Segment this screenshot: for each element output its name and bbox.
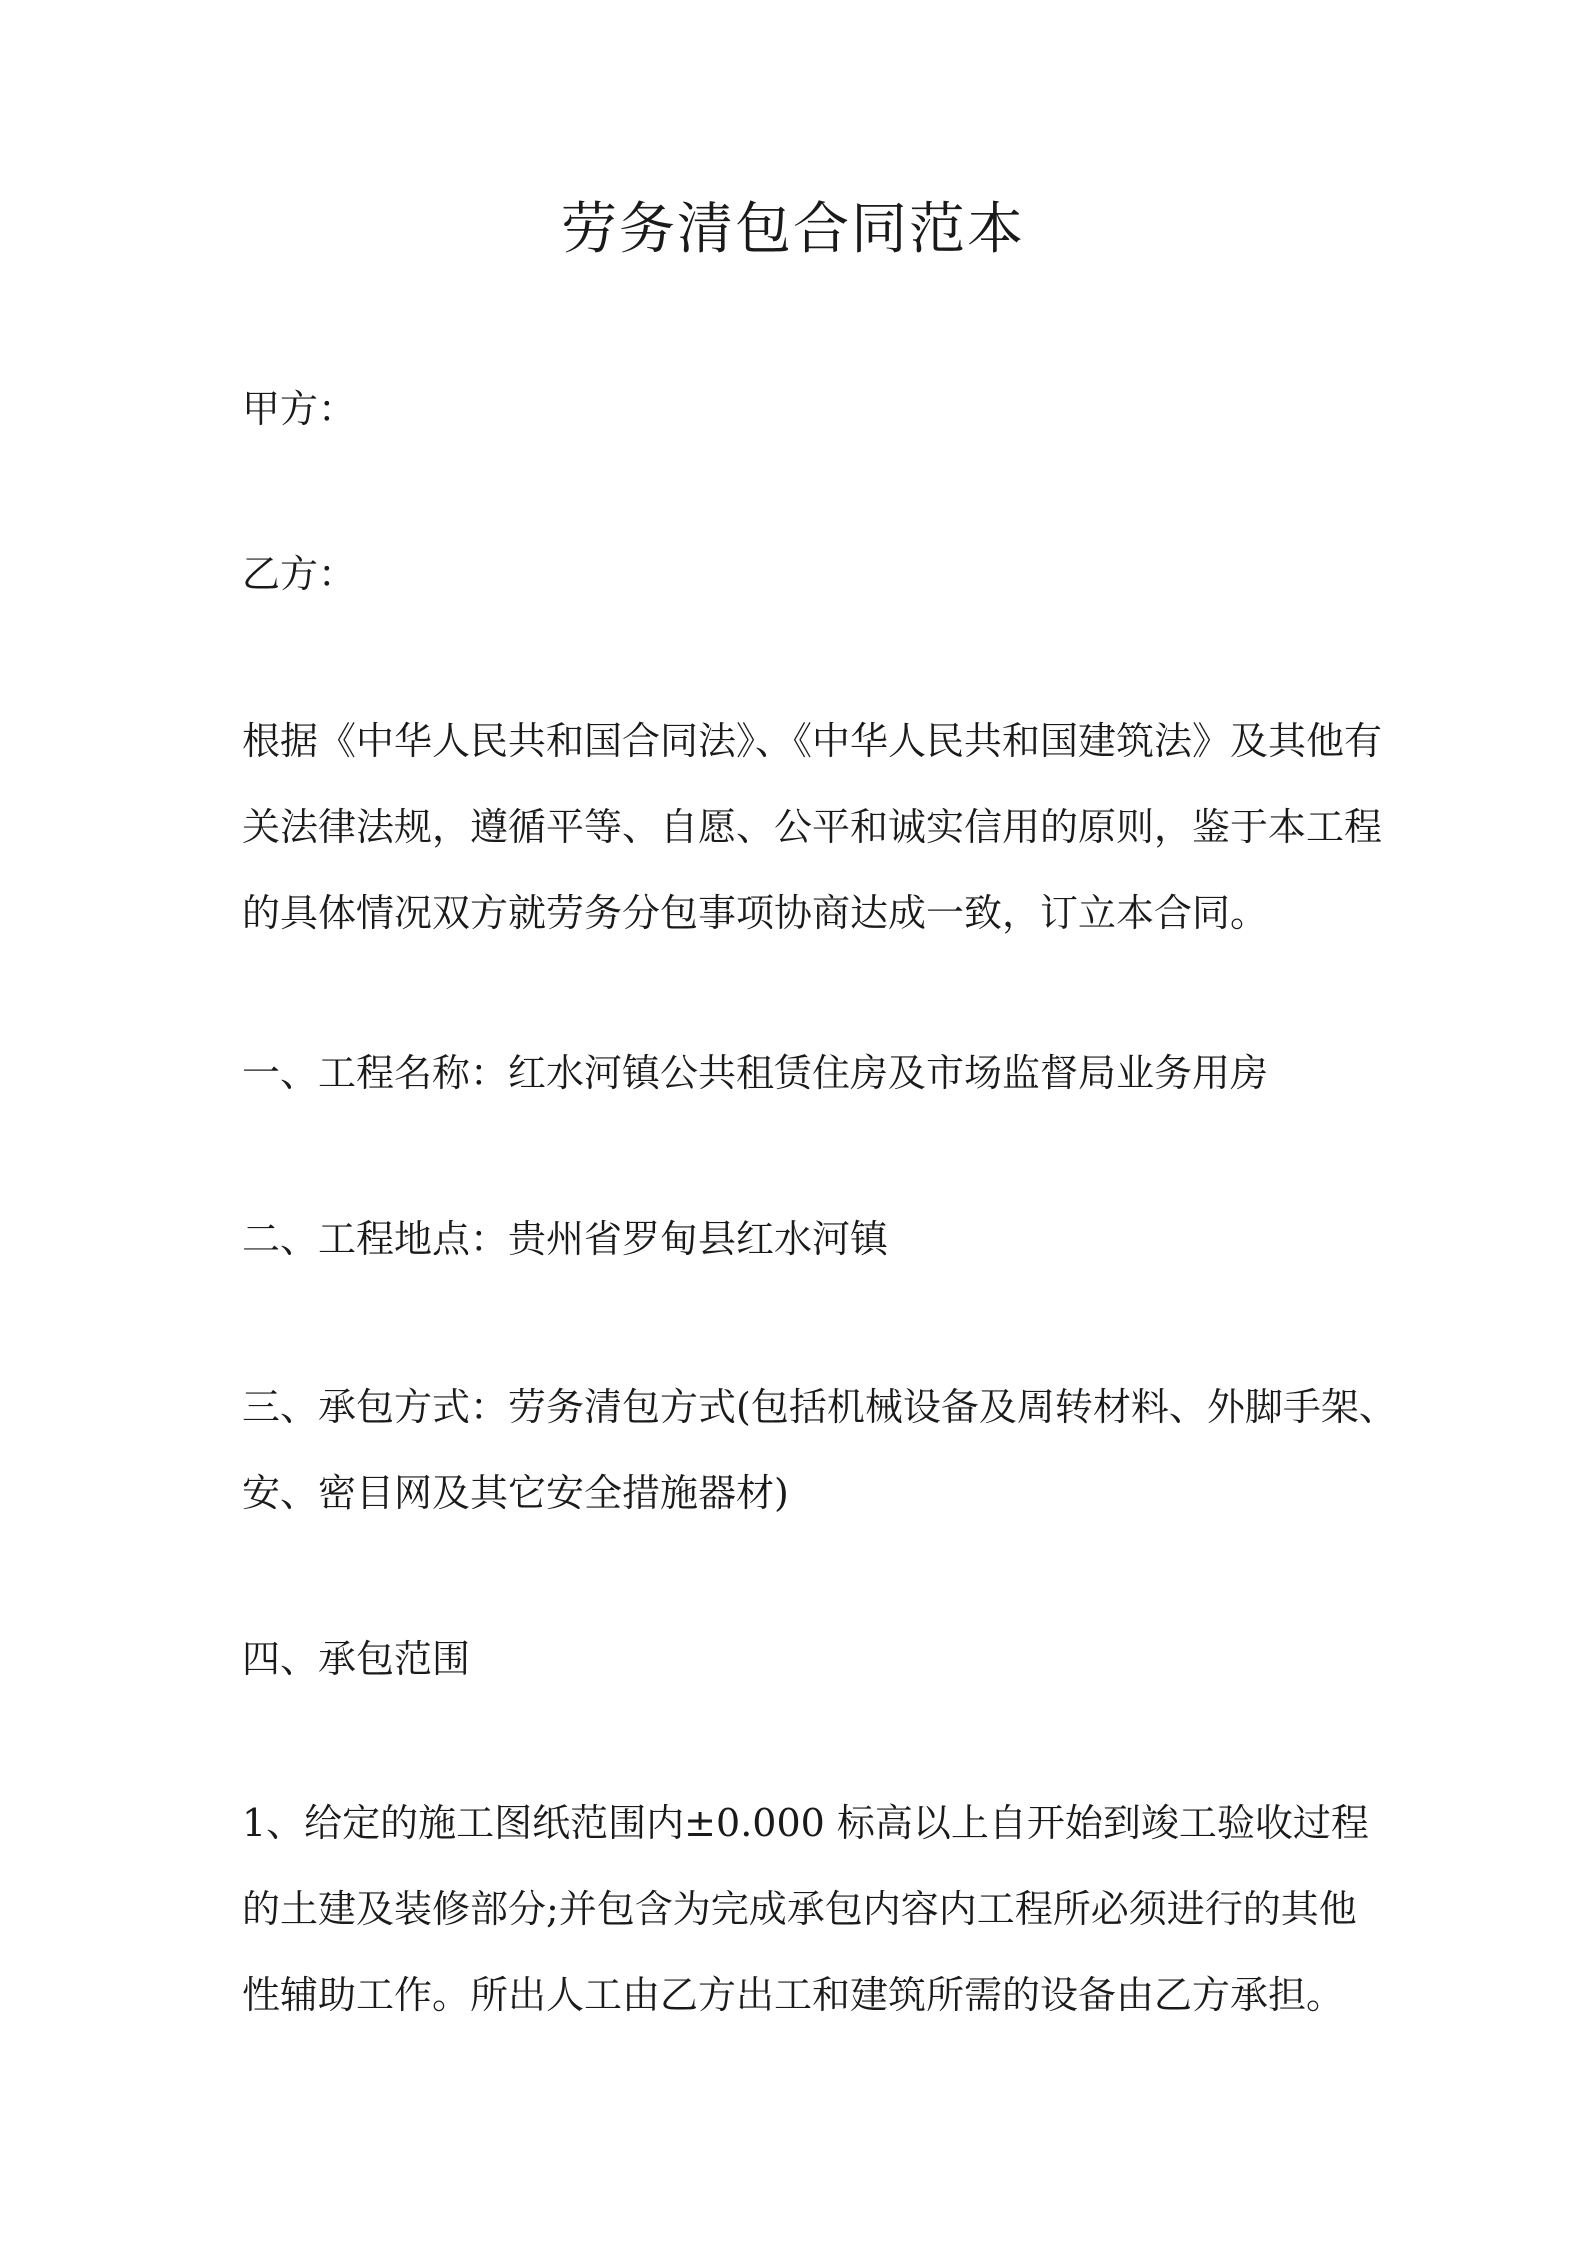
preamble-line: 的具体情况双方就劳务分包事项协商达成一致，订立本合同。 — [242, 891, 1269, 935]
party-b-label: 乙方： — [242, 552, 357, 596]
item-line: 性辅助工作。所出人工由乙方出工和建筑所需的设备由乙方承担。 — [242, 1973, 1345, 2017]
section-project-location: 二、工程地点：贵州省罗甸县红水河镇 — [242, 1217, 889, 1261]
party-a-label: 甲方： — [242, 387, 357, 431]
preamble-line: 根据《中华人民共和国合同法》、《中华人民共和国建筑法》及其他有 — [242, 719, 1383, 763]
item-line: 1、给定的施工图纸范围内±0.000 标高以上自开始到竣工验收过程 — [242, 1801, 1369, 1845]
scope-item-1 — [242, 1780, 1372, 2038]
section-contract-method — [242, 1364, 1397, 1536]
section-scope-heading: 四、承包范围 — [242, 1637, 471, 1681]
item-line: 的土建及装修部分;并包含为完成承包内容内工程所必须进行的其他 — [242, 1887, 1357, 1931]
section-line: 三、承包方式：劳务清包方式(包括机械设备及周转材料、外脚手架、 — [242, 1385, 1397, 1429]
preamble-paragraph — [242, 698, 1383, 956]
document-title: 劳务清包合同范本 — [561, 197, 1025, 262]
preamble-line: 关法律法规，遵循平等、自愿、公平和诚实信用的原则，鉴于本工程 — [242, 805, 1383, 849]
section-project-name: 一、工程名称：红水河镇公共租赁住房及市场监督局业务用房 — [242, 1051, 1269, 1095]
section-line: 安、密目网及其它安全措施器材) — [242, 1471, 789, 1515]
